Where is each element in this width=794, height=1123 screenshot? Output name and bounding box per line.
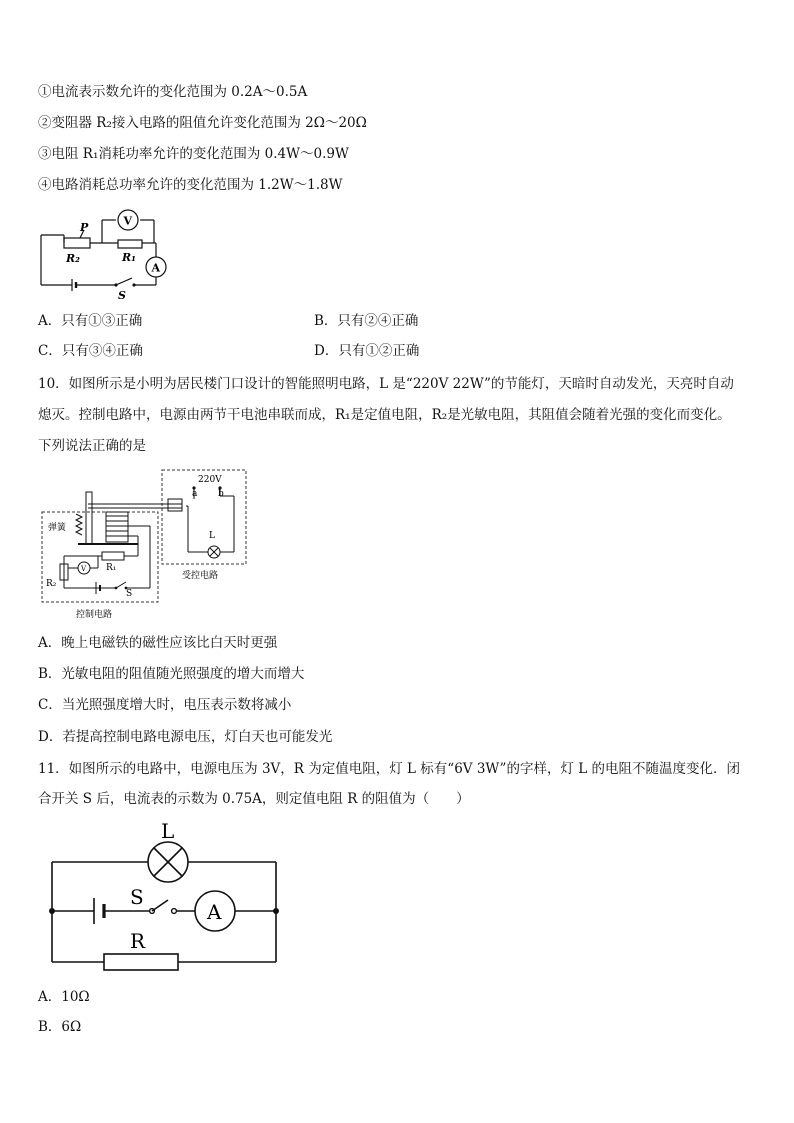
- q9-switch-label: S: [118, 289, 126, 300]
- q10-option-b: B．光敏电阻的阻值随光照强度的增大而增大: [38, 666, 305, 682]
- q11-lamp-label: L: [161, 819, 175, 843]
- q11-option-a: A．10Ω: [38, 989, 90, 1005]
- q11-option-b: B．6Ω: [38, 1019, 82, 1035]
- q10-stem-line3: 下列说法正确的是: [38, 438, 146, 454]
- q10-circuit-diagram: [38, 466, 250, 624]
- q9-slider-label: P: [80, 221, 89, 234]
- q11-stem-line2: 合开关 S 后，电流表的示数为 0.75A，则定值电阻 R 的阻值为（ ）: [38, 791, 470, 807]
- q10-voltage-label: 220V: [198, 475, 222, 485]
- q10-lamp-label: L: [209, 531, 215, 541]
- q11-resistor-label: R: [130, 929, 146, 953]
- q10-control-circuit-label: 控制电路: [76, 610, 113, 620]
- q9-circuit-diagram: [36, 205, 186, 300]
- q10-r1-label: R₁: [106, 563, 117, 573]
- q9-option-c: C．只有③④正确: [38, 343, 143, 359]
- statement-3: ③电阻 R₁消耗功率允许的变化范围为 0.4W～0.9W: [38, 146, 349, 162]
- q9-r1-label: R₁: [122, 251, 136, 264]
- q11-switch-label: S: [130, 885, 144, 909]
- q10-switch-label: S: [126, 589, 133, 599]
- q9-r2-label: R₂: [66, 252, 80, 265]
- q10-option-a: A．晚上电磁铁的磁性应该比白天时更强: [38, 635, 278, 651]
- q10-stem-line2: 熄灭。控制电路中，电源由两节干电池串联而成，R₁是定值电阻，R₂是光敏电阻，其阻值会随着光强的变化而变化。: [38, 407, 731, 423]
- q9-voltmeter-label: V: [123, 214, 133, 228]
- q10-spring-label: 弹簧: [48, 523, 67, 533]
- q9-ammeter-label: A: [151, 261, 161, 275]
- q10-controlled-circuit-label: 受控电路: [182, 571, 219, 581]
- q10-voltmeter-label: V: [81, 565, 87, 573]
- q10-option-c: C．当光照强度增大时，电压表示数将减小: [38, 697, 292, 713]
- q11-ammeter-label: A: [207, 900, 222, 924]
- q9-option-b: B．只有②④正确: [314, 313, 419, 329]
- q10-terminal-a-label: a: [192, 489, 198, 499]
- statement-1: ①电流表示数允许的变化范围为 0.2A～0.5A: [38, 84, 308, 100]
- statement-2: ②变阻器 R₂接入电路的阻值允许变化范围为 2Ω～20Ω: [38, 115, 367, 131]
- q10-r2-label: R₂: [46, 579, 57, 589]
- q11-stem-line1: 11．如图所示的电路中，电源电压为 3V，R 为定值电阻，灯 L 标有“6V 3W”的字样，灯 L 的电阻不随温度变化．闭: [38, 761, 741, 777]
- q10-stem-line1: 10．如图所示是小明为居民楼门口设计的智能照明电路，L 是“220V 22W”的节能灯，天暗时自动发光，天亮时自动: [38, 376, 734, 392]
- q10-option-d: D．若提高控制电路电源电压，灯白天也可能发光: [38, 729, 333, 745]
- q11-circuit-diagram: [40, 818, 286, 976]
- q9-option-d: D．只有①②正确: [314, 343, 420, 359]
- statement-4: ④电路消耗总功率允许的变化范围为 1.2W～1.8W: [38, 177, 343, 193]
- q10-terminal-b-label: b: [218, 489, 224, 499]
- q9-option-a: A．只有①③正确: [38, 313, 143, 329]
